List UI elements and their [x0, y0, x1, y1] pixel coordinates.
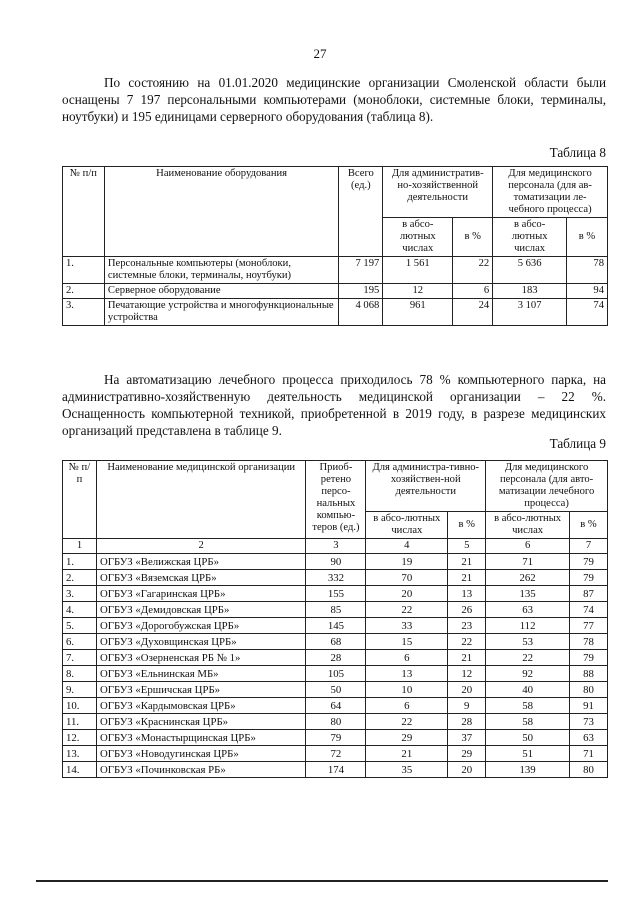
t9-cell-num: 8.	[63, 666, 97, 682]
t9-cell-admin-pct: 13	[448, 586, 486, 602]
t9-cell-med-abs: 92	[486, 666, 570, 682]
t9-cell-med-pct: 79	[570, 554, 608, 570]
t8-cell-admin-pct: 22	[453, 257, 493, 284]
t9-row	[63, 730, 608, 746]
t9-cell-admin-abs: 10	[366, 682, 448, 698]
t9-cell-med-pct: 63	[570, 730, 608, 746]
t9-cell-admin-pct: 20	[448, 682, 486, 698]
t9-cell-admin-abs: 70	[366, 570, 448, 586]
t9-cell-name: ОГБУЗ «Вяземская ЦРБ»	[96, 570, 306, 586]
t9-cell-med-abs: 71	[486, 554, 570, 570]
t9-cell-num: 7.	[63, 650, 97, 666]
t8-cell-admin-abs: 1 561	[383, 257, 453, 284]
t9-row	[63, 746, 608, 762]
t9-cell-acquired: 68	[306, 634, 366, 650]
t9-cell-acquired: 64	[306, 698, 366, 714]
t8-header-num: № п/п	[63, 167, 105, 257]
t9-cell-med-abs: 51	[486, 746, 570, 762]
t8-cell-total: 7 197	[339, 257, 383, 284]
t9-cell-admin-pct: 26	[448, 602, 486, 618]
t9-cell-num: 2.	[63, 570, 97, 586]
t9-cell-name: ОГБУЗ «Гагаринская ЦРБ»	[96, 586, 306, 602]
t9-cell-name: ОГБУЗ «Велижская ЦРБ»	[96, 554, 306, 570]
t9-colnum: 5	[448, 539, 486, 554]
t9-row	[63, 634, 608, 650]
t9-cell-med-abs: 58	[486, 714, 570, 730]
t9-cell-admin-abs: 6	[366, 698, 448, 714]
t9-cell-med-abs: 53	[486, 634, 570, 650]
t8-cell-med-pct: 74	[567, 299, 608, 326]
t9-cell-admin-abs: 15	[366, 634, 448, 650]
t9-cell-acquired: 332	[306, 570, 366, 586]
t9-cell-admin-abs: 13	[366, 666, 448, 682]
t9-row	[63, 554, 608, 570]
t9-cell-name: ОГБУЗ «Духовщинская ЦРБ»	[96, 634, 306, 650]
table8	[62, 166, 608, 326]
t9-cell-med-abs: 135	[486, 586, 570, 602]
t9-cell-name: ОГБУЗ «Новодугинская ЦРБ»	[96, 746, 306, 762]
t9-cell-admin-pct: 22	[448, 634, 486, 650]
t9-cell-admin-pct: 21	[448, 570, 486, 586]
t9-row	[63, 650, 608, 666]
t9-header-acquired: Приоб-ретено персо-нальных компью-теров (ед.)	[306, 461, 366, 539]
t8-header-name: Наименование оборудования	[104, 167, 338, 257]
t9-cell-med-abs: 58	[486, 698, 570, 714]
t9-cell-admin-pct: 12	[448, 666, 486, 682]
t8-header-medical: Для медицинского персонала (для ав-томатизации ле-чебного процесса)	[493, 167, 608, 218]
t8-cell-name: Серверное оборудование	[104, 284, 338, 299]
t9-cell-acquired: 155	[306, 586, 366, 602]
t9-cell-num: 11.	[63, 714, 97, 730]
t9-cell-admin-abs: 19	[366, 554, 448, 570]
t9-header-admin-abs: в абсо-лютных числах	[366, 512, 448, 539]
t9-cell-name: ОГБУЗ «Монастырщинская ЦРБ»	[96, 730, 306, 746]
t8-cell-admin-abs: 961	[383, 299, 453, 326]
t9-cell-num: 6.	[63, 634, 97, 650]
t9-cell-name: ОГБУЗ «Ельнинская МБ»	[96, 666, 306, 682]
t9-cell-num: 10.	[63, 698, 97, 714]
t9-header-medical: Для медицинского персонала (для авто-матизации лечебного процесса)	[486, 461, 608, 512]
t9-cell-med-abs: 139	[486, 762, 570, 778]
t9-cell-med-pct: 74	[570, 602, 608, 618]
t9-cell-admin-abs: 33	[366, 618, 448, 634]
t9-cell-med-abs: 50	[486, 730, 570, 746]
t8-cell-admin-pct: 6	[453, 284, 493, 299]
paragraph-intro: По состоянию на 01.01.2020 медицинские организации Смоленской области были оснащены 7 197 персональными компьютерами (моноблоки, системные блоки, терминалы, ноутбуки) и 195 единицами серверного оборудования (таблица 8).	[62, 75, 606, 124]
t9-cell-name: ОГБУЗ «Кардымовская ЦРБ»	[96, 698, 306, 714]
t8-row	[63, 257, 608, 284]
t8-cell-num: 3.	[63, 299, 105, 326]
t9-cell-name: ОГБУЗ «Озерненская РБ № 1»	[96, 650, 306, 666]
t9-cell-med-pct: 78	[570, 634, 608, 650]
t9-colnum: 1	[63, 539, 97, 554]
t9-colnum: 3	[306, 539, 366, 554]
t9-cell-admin-abs: 20	[366, 586, 448, 602]
t9-cell-med-abs: 262	[486, 570, 570, 586]
t9-cell-acquired: 50	[306, 682, 366, 698]
t9-cell-admin-pct: 21	[448, 554, 486, 570]
t8-cell-med-pct: 94	[567, 284, 608, 299]
t8-cell-name: Персональные компьютеры (моноблоки, системные блоки, терминалы, ноутбуки)	[104, 257, 338, 284]
t8-cell-med-abs: 183	[493, 284, 567, 299]
t8-cell-name: Печатающие устройства и многофункциональные устройства	[104, 299, 338, 326]
t9-cell-admin-pct: 28	[448, 714, 486, 730]
t9-cell-admin-abs: 22	[366, 602, 448, 618]
t9-cell-med-pct: 71	[570, 746, 608, 762]
t8-cell-admin-abs: 12	[383, 284, 453, 299]
t9-cell-num: 12.	[63, 730, 97, 746]
t8-cell-med-abs: 3 107	[493, 299, 567, 326]
t9-cell-acquired: 90	[306, 554, 366, 570]
page-bottom-rule	[36, 880, 608, 882]
t8-cell-admin-pct: 24	[453, 299, 493, 326]
t9-cell-num: 1.	[63, 554, 97, 570]
paragraph-automation: На автоматизацию лечебного процесса приходилось 78 % компьютерного парка, на административно-хозяйственную деятельность медицинской организации – 22 %. Оснащенность компьютерной техникой, приобретенной в 2019 году, в разрезе медицинских организаций представлена в таблице 9.	[62, 372, 606, 438]
t9-cell-admin-abs: 21	[366, 746, 448, 762]
t9-header-name: Наименование медицинской организации	[96, 461, 306, 539]
table8-label: Таблица 8	[549, 145, 606, 160]
t9-row	[63, 698, 608, 714]
t9-cell-num: 3.	[63, 586, 97, 602]
t9-cell-med-pct: 80	[570, 682, 608, 698]
t9-cell-med-abs: 63	[486, 602, 570, 618]
t9-row	[63, 602, 608, 618]
t9-cell-acquired: 105	[306, 666, 366, 682]
table9	[62, 460, 608, 778]
t8-header-admin-pct: в %	[453, 218, 493, 257]
t8-header-admin: Для административ-но-хозяйственной деятельности	[383, 167, 493, 218]
t9-cell-num: 14.	[63, 762, 97, 778]
t9-cell-med-pct: 79	[570, 570, 608, 586]
t9-cell-admin-abs: 35	[366, 762, 448, 778]
t8-header-admin-abs: в абсо-лютных числах	[383, 218, 453, 257]
t9-header-med-pct: в %	[570, 512, 608, 539]
t9-cell-acquired: 80	[306, 714, 366, 730]
t9-row	[63, 666, 608, 682]
t8-cell-num: 2.	[63, 284, 105, 299]
t9-cell-name: ОГБУЗ «Дорогобужская ЦРБ»	[96, 618, 306, 634]
t9-header-num: № п/п	[63, 461, 97, 539]
t9-colnum: 6	[486, 539, 570, 554]
t8-cell-med-abs: 5 636	[493, 257, 567, 284]
t9-cell-med-abs: 112	[486, 618, 570, 634]
t9-colnum: 7	[570, 539, 608, 554]
t9-cell-admin-pct: 37	[448, 730, 486, 746]
t9-cell-med-pct: 87	[570, 586, 608, 602]
t9-cell-acquired: 174	[306, 762, 366, 778]
t9-colnum: 4	[366, 539, 448, 554]
t9-cell-num: 4.	[63, 602, 97, 618]
t9-cell-admin-pct: 9	[448, 698, 486, 714]
t9-cell-admin-pct: 20	[448, 762, 486, 778]
t9-cell-med-pct: 77	[570, 618, 608, 634]
t9-colnum-row	[63, 539, 608, 554]
t9-cell-admin-abs: 22	[366, 714, 448, 730]
t8-cell-total: 195	[339, 284, 383, 299]
t9-cell-acquired: 72	[306, 746, 366, 762]
t9-cell-name: ОГБУЗ «Починковская РБ»	[96, 762, 306, 778]
t9-cell-acquired: 28	[306, 650, 366, 666]
t9-cell-admin-pct: 21	[448, 650, 486, 666]
t9-row	[63, 682, 608, 698]
t9-cell-name: ОГБУЗ «Краснинская ЦРБ»	[96, 714, 306, 730]
t9-header-admin: Для администра-тивно-хозяйствен-ной деятельности	[366, 461, 486, 512]
page-number: 27	[313, 46, 327, 61]
t9-cell-acquired: 79	[306, 730, 366, 746]
t8-row	[63, 299, 608, 326]
t9-cell-med-pct: 91	[570, 698, 608, 714]
t8-cell-num: 1.	[63, 257, 105, 284]
t9-cell-acquired: 85	[306, 602, 366, 618]
t9-row	[63, 586, 608, 602]
t8-cell-med-pct: 78	[567, 257, 608, 284]
t9-cell-admin-abs: 6	[366, 650, 448, 666]
t8-cell-total: 4 068	[339, 299, 383, 326]
t9-cell-med-abs: 22	[486, 650, 570, 666]
t8-row	[63, 284, 608, 299]
table9-label: Таблица 9	[549, 436, 606, 451]
t9-cell-med-pct: 80	[570, 762, 608, 778]
t9-row	[63, 762, 608, 778]
t9-cell-med-pct: 88	[570, 666, 608, 682]
t9-cell-admin-abs: 29	[366, 730, 448, 746]
t9-cell-med-pct: 79	[570, 650, 608, 666]
t9-row	[63, 618, 608, 634]
t8-header-total: Всего (ед.)	[339, 167, 383, 257]
t8-header-med-pct: в %	[567, 218, 608, 257]
t9-row	[63, 714, 608, 730]
t9-cell-admin-pct: 23	[448, 618, 486, 634]
t9-cell-med-abs: 40	[486, 682, 570, 698]
t9-cell-num: 9.	[63, 682, 97, 698]
t9-cell-name: ОГБУЗ «Демидовская ЦРБ»	[96, 602, 306, 618]
t9-cell-name: ОГБУЗ «Ершичская ЦРБ»	[96, 682, 306, 698]
t9-cell-num: 5.	[63, 618, 97, 634]
t8-header-med-abs: в абсо-лютных числах	[493, 218, 567, 257]
t9-cell-med-pct: 73	[570, 714, 608, 730]
t9-cell-acquired: 145	[306, 618, 366, 634]
t9-colnum: 2	[96, 539, 306, 554]
t9-header-admin-pct: в %	[448, 512, 486, 539]
t9-header-med-abs: в абсо-лютных числах	[486, 512, 570, 539]
t9-row	[63, 570, 608, 586]
t9-cell-admin-pct: 29	[448, 746, 486, 762]
t9-cell-num: 13.	[63, 746, 97, 762]
